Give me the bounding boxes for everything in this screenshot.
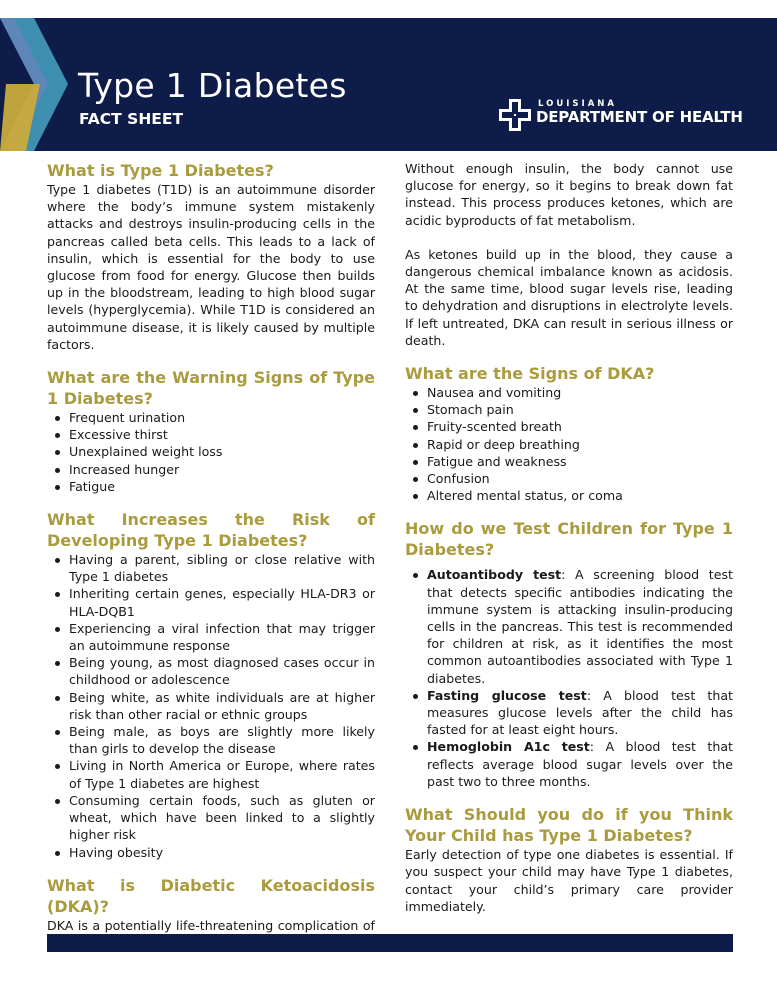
logo-state-name: LOUISIANA	[538, 99, 617, 109]
heading-what-is-t1d: What is Type 1 Diabetes?	[47, 161, 274, 180]
list-item: Being male, as boys are slightly more likely than girls to develop the disease	[47, 723, 375, 757]
list-warning-signs	[47, 409, 375, 495]
list-item: Altered mental status, or coma	[405, 487, 733, 504]
list-item-autoantibody	[405, 566, 733, 686]
list-risk-factors	[47, 551, 375, 861]
list-item: Fatigue and weakness	[405, 453, 733, 470]
paragraph-what-is-t1d: Type 1 diabetes (T1D) is an autoimmune disorder where the body’s immune system mistakenly attacks and destroys insulin-producing cells in the pancreas called beta cells. This leads to a lack of insulin, which is essential for the body to use glucose from food for energy. Glucose then builds up in the bloodstream, leading to high blood sugar levels (hyperglycemia). While T1D is considered an autoimmune disease, it is likely caused by multiple factors.	[47, 182, 375, 352]
paragraph-dka-ketones: As ketones build up in the blood, they cause a dangerous chemical imbalance known as acidosis. At the same time, blood sugar levels rise, leading to dehydration and disruptions in electrolyte levels. If left untreated, DKA can result in serious illness or death.	[405, 246, 733, 348]
list-item: Increased hunger	[47, 461, 375, 478]
top-margin	[0, 0, 777, 18]
heading-warning-signs: What are the Warning Signs of Type 1 Diabetes?	[47, 368, 375, 409]
list-item-fasting-glucose	[405, 687, 733, 739]
heading-risk-factors: What Increases the Risk of Developing Type 1 Diabetes?	[47, 510, 375, 551]
cross-logo-icon	[498, 98, 532, 132]
list-item: Rapid or deep breathing	[405, 436, 733, 453]
list-item: Excessive thirst	[47, 426, 375, 443]
list-item: Inheriting certain genes, especially HLA-DR3 or HLA-DQB1	[47, 585, 375, 619]
test-description: : A screening blood test that detects specific antibodies indicating the immune system is attacking insulin-producing cells in the pancreas. This test is recommended for children at risk, as it identifies the most common autoantibodies associated with Type 1 diabetes.	[427, 567, 733, 686]
paragraph-dka-fat: Without enough insulin, the body cannot use glucose for energy, so it begins to break down fat instead. This process produces ketones, which are acidic byproducts of fat metabolism.	[405, 161, 733, 228]
list-item: Confusion	[405, 470, 733, 487]
list-item: Living in North America or Europe, where rates of Type 1 diabetes are highest	[47, 757, 375, 791]
test-term: Hemoglobin A1c test	[427, 739, 590, 755]
page-subtitle: FACT SHEET	[79, 110, 184, 128]
list-item: Being young, as most diagnosed cases occur in childhood or adolescence	[47, 654, 375, 688]
list-item: Being white, as white individuals are at higher risk than other racial or ethnic groups	[47, 689, 375, 723]
ldh-logo	[498, 98, 743, 138]
header-banner	[0, 18, 777, 151]
list-item: Fruity-scented breath	[405, 418, 733, 435]
list-dka-signs	[405, 384, 733, 504]
test-term: Autoantibody test	[427, 567, 562, 583]
list-tests	[405, 566, 733, 790]
logo-department-name: DEPARTMENT OF HEALTH	[536, 108, 743, 126]
paragraph-what-to-do: Early detection of type one diabetes is essential. If you suspect your child may have Type 1 diabetes, contact your child’s primary care provider immediately.	[405, 847, 733, 914]
footer-bar	[47, 934, 733, 952]
page-title: Type 1 Diabetes	[78, 66, 347, 105]
heading-testing: How do we Test Children for Type 1 Diabetes?	[405, 519, 733, 560]
test-term: Fasting glucose test	[427, 687, 587, 703]
test-description: : A blood test that measures glucose levels after the child has fasted for at least eight hours.	[427, 687, 733, 738]
dka-text-start: DKA is a potentially life-threatening complication of	[47, 917, 375, 933]
list-item: Experiencing a viral infection that may trigger an autoimmune response	[47, 620, 375, 654]
test-description: : A blood test that reflects average blood sugar levels over the past two to three months.	[427, 739, 733, 789]
list-item: Having obesity	[47, 844, 375, 861]
list-item: Fatigue	[47, 478, 375, 495]
list-item: Stomach pain	[405, 401, 733, 418]
heading-what-to-do: What Should you do if you Think Your Child has Type 1 Diabetes?	[405, 805, 733, 846]
right-column	[405, 160, 733, 915]
heading-dka: What is Diabetic Ketoacidosis (DKA)?	[47, 875, 375, 916]
list-item: Having a parent, sibling or close relative with Type 1 diabetes	[47, 551, 375, 585]
list-item: Nausea and vomiting	[405, 384, 733, 401]
list-item: Frequent urination	[47, 409, 375, 426]
chevron-decoration	[0, 18, 80, 151]
list-item: Consuming certain foods, such as gluten or wheat, which have been linked to a slightly higher risk	[47, 792, 375, 844]
list-item: Unexplained weight loss	[47, 443, 375, 460]
heading-dka-signs: What are the Signs of DKA?	[405, 364, 655, 384]
left-column	[47, 160, 375, 951]
list-item-a1c	[405, 738, 733, 790]
